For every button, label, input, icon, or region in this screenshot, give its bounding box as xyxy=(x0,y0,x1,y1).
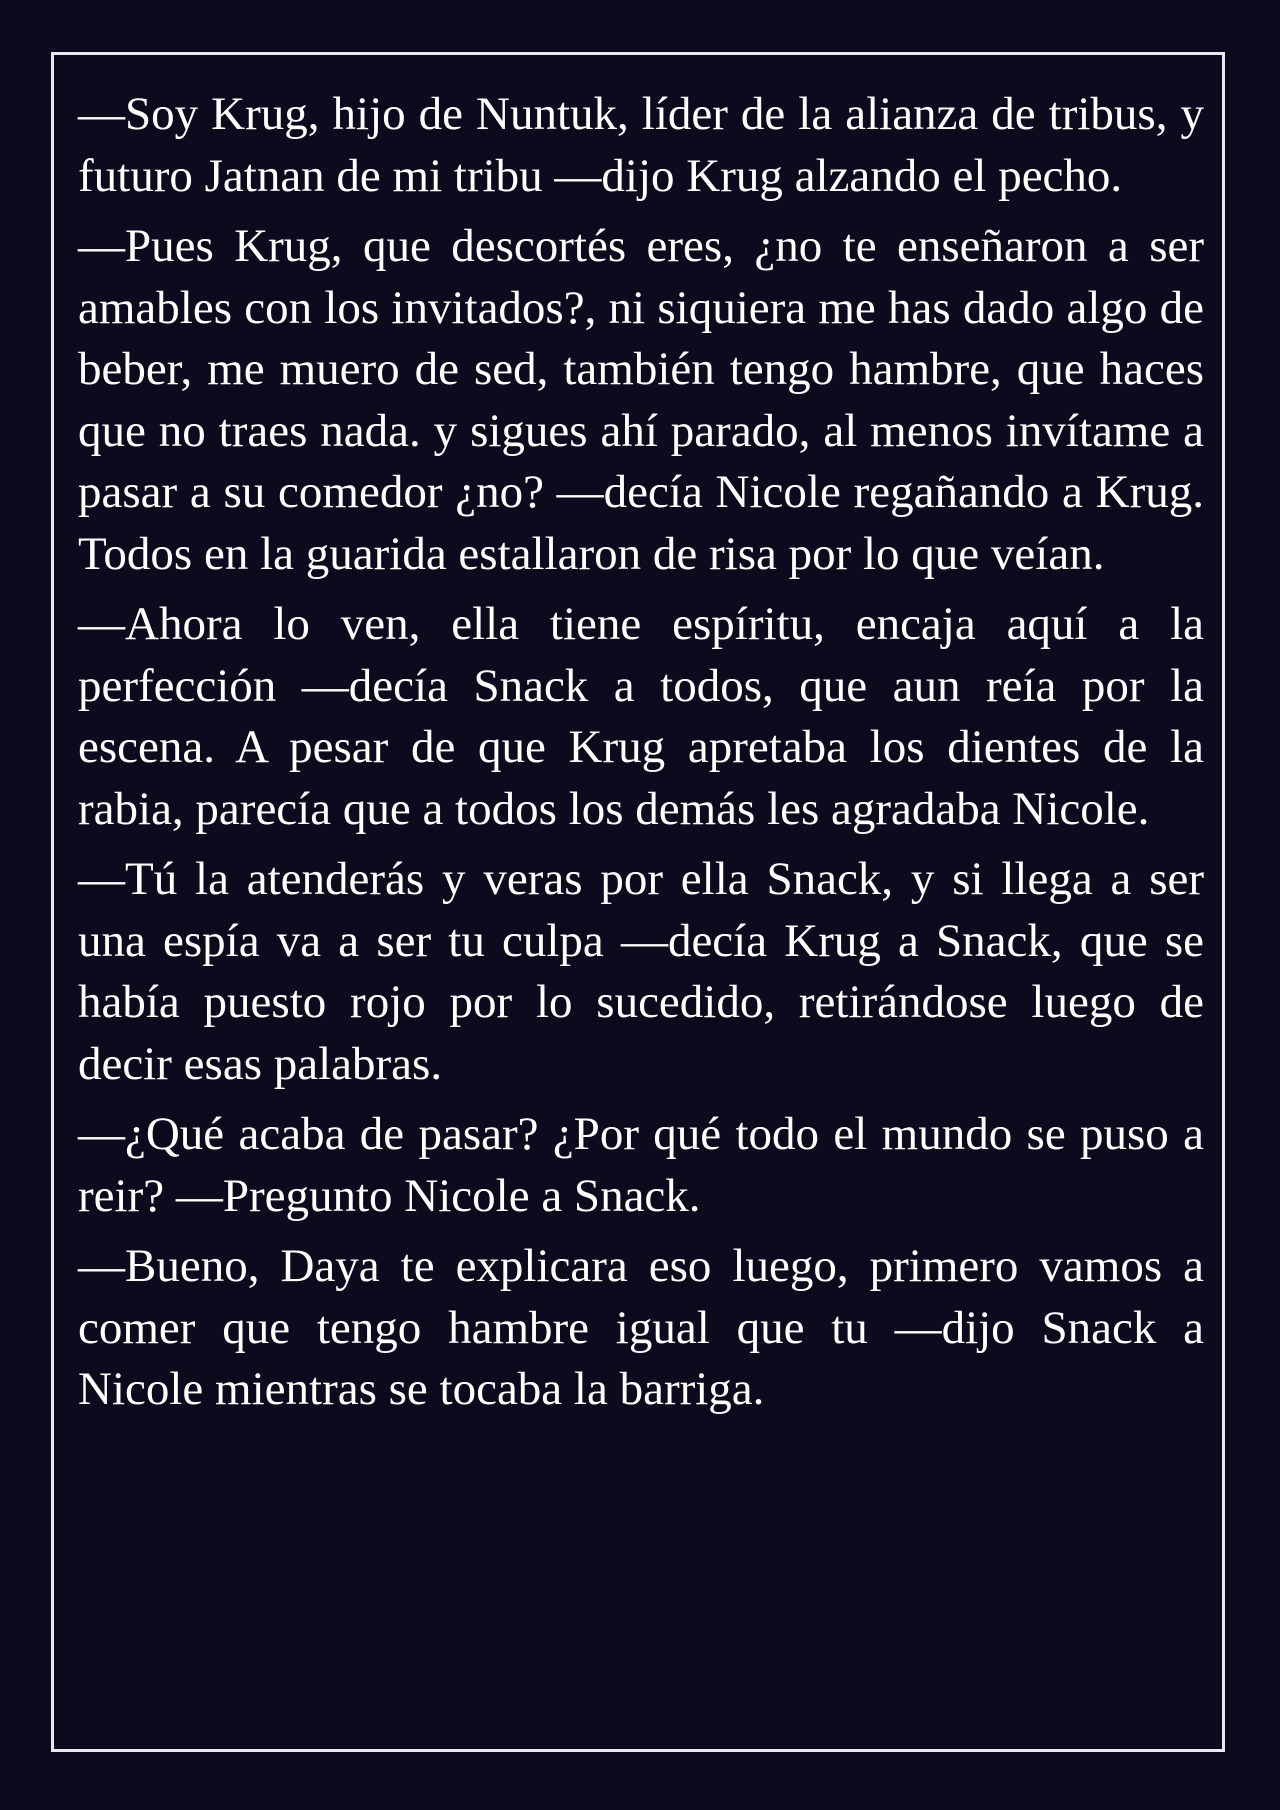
story-text xyxy=(78,84,1204,1430)
paragraph: —Soy Krug, hijo de Nuntuk, líder de la alianza de tribus, y futuro Jatnan de mi tribu —dijo Krug alzando el pecho. xyxy=(78,88,1204,202)
paragraph: —Pues Krug, que descortés eres, ¿no te enseñaron a ser amables con los invitados?, ni siquiera me has dado algo de beber, me muero de sed, también tengo hambre, que haces que no traes nada. y sigues ahí parado, al menos invítame a pasar a su comedor ¿no? —decía Nicole regañando a Krug. Todos en la guarida estallaron de risa por lo que veían. xyxy=(78,220,1204,580)
paragraph: —Tú la atenderás y veras por ella Snack, y si llega a ser una espía va a ser tu culpa —decía Krug a Snack, que se había puesto rojo por lo sucedido, retirándose luego de decir esas palabras. xyxy=(78,853,1204,1090)
paragraph: —Ahora lo ven, ella tiene espíritu, encaja aquí a la perfección —decía Snack a todos, que aun reía por la escena. A pesar de que Krug apretaba los dientes de la rabia, parecía que a todos los demás les agradaba Nicole. xyxy=(78,598,1204,835)
paragraph: —Bueno, Daya te explicara eso luego, primero vamos a comer que tengo hambre igual que tu —dijo Snack a Nicole mientras se tocaba la barriga. xyxy=(78,1240,1204,1415)
paragraph: —¿Qué acaba de pasar? ¿Por qué todo el mundo se puso a reir? —Pregunto Nicole a Snack. xyxy=(78,1108,1204,1222)
